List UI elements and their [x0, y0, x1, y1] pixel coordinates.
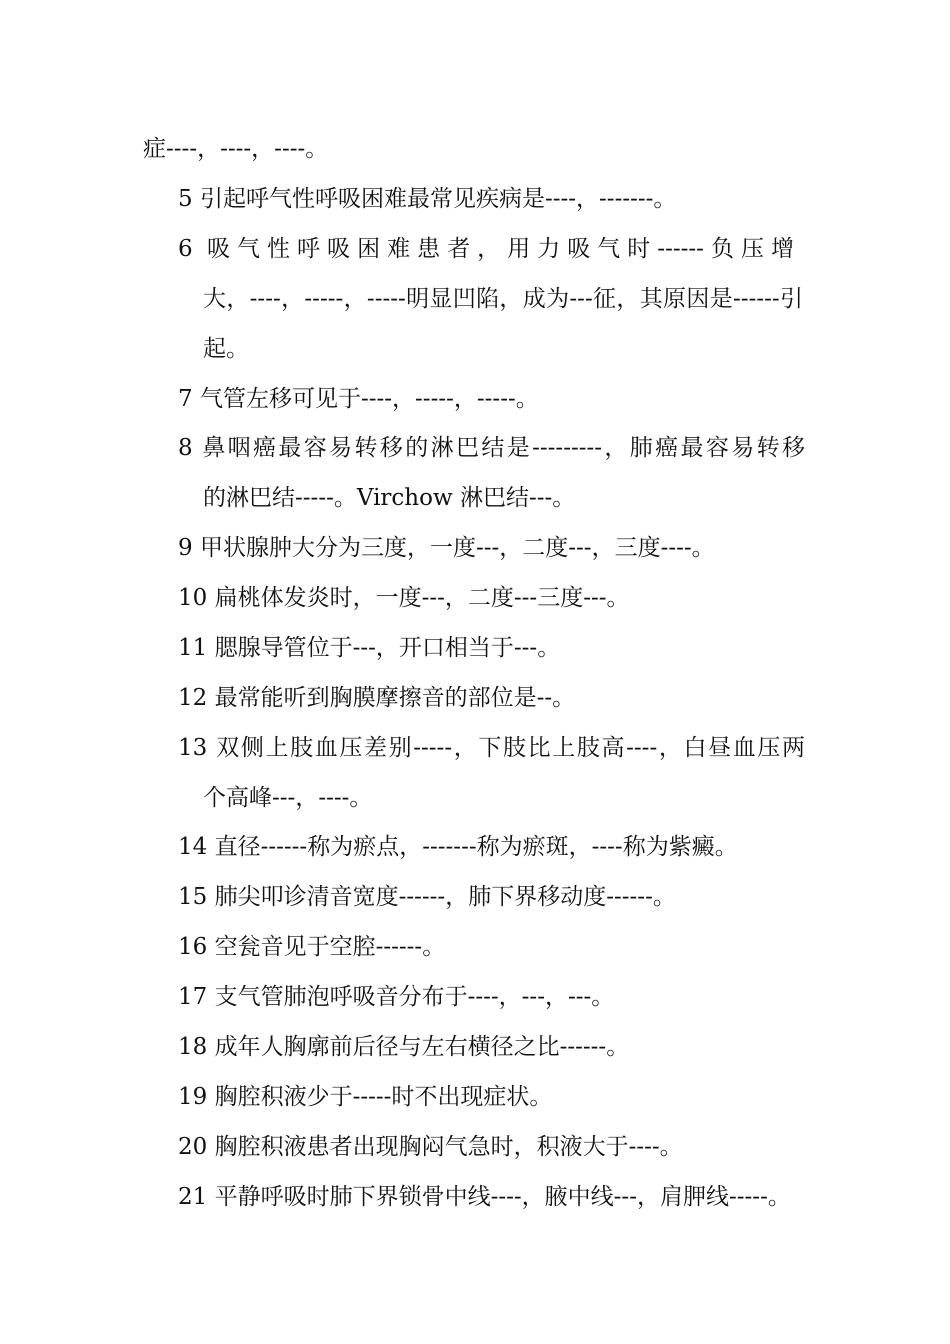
question-8-continuation: 的淋巴结-----。Virchow 淋巴结---。 — [203, 485, 576, 511]
question-11: 11 腮腺导管位于---，开口相当于---。 — [178, 635, 561, 661]
question-6: 6 吸气性呼吸困难患者，用力吸气时------负压增 — [178, 236, 794, 262]
question-19: 19 胸腔积液少于-----时不出现症状。 — [178, 1084, 553, 1110]
question-7: 7 气管左移可见于----，-----，-----。 — [178, 386, 539, 412]
question-20: 20 胸腔积液患者出现胸闷气急时，积液大于----。 — [178, 1134, 683, 1160]
question-13: 13 双侧上肢血压差别-----，下肢比上肢高----，白昼血压两 — [178, 735, 805, 761]
question-6-continuation-1: 大，----，-----，-----明显凹陷，成为---征，其原因是------引 — [203, 286, 803, 312]
question-21: 21 平静呼吸时肺下界锁骨中线----，腋中线---，肩胛线-----。 — [178, 1184, 791, 1210]
question-6-continuation-2: 起。 — [203, 336, 249, 362]
question-14: 14 直径------称为瘀点，-------称为瘀斑，----称为紫癜。 — [178, 834, 738, 860]
question-18: 18 成年人胸廓前后径与左右横径之比------。 — [178, 1034, 630, 1060]
text-line-continuation: 症----，----，----。 — [143, 136, 329, 162]
question-15: 15 肺尖叩诊清音宽度------，肺下界移动度------。 — [178, 884, 676, 910]
question-5: 5 引起呼气性呼吸困难最常见疾病是----，-------。 — [178, 186, 677, 212]
question-16: 16 空瓮音见于空腔------。 — [178, 934, 446, 960]
question-17: 17 支气管肺泡呼吸音分布于----，---，---。 — [178, 984, 615, 1010]
question-8: 8 鼻咽癌最容易转移的淋巴结是---------，肺癌最容易转移 — [178, 435, 805, 461]
question-10: 10 扁桃体发炎时，一度---，二度---三度---。 — [178, 585, 630, 611]
question-12: 12 最常能听到胸膜摩擦音的部位是--。 — [178, 685, 576, 711]
question-13-continuation: 个高峰---，----。 — [203, 785, 373, 811]
question-9: 9 甲状腺肿大分为三度，一度---，二度---，三度----。 — [178, 535, 715, 561]
